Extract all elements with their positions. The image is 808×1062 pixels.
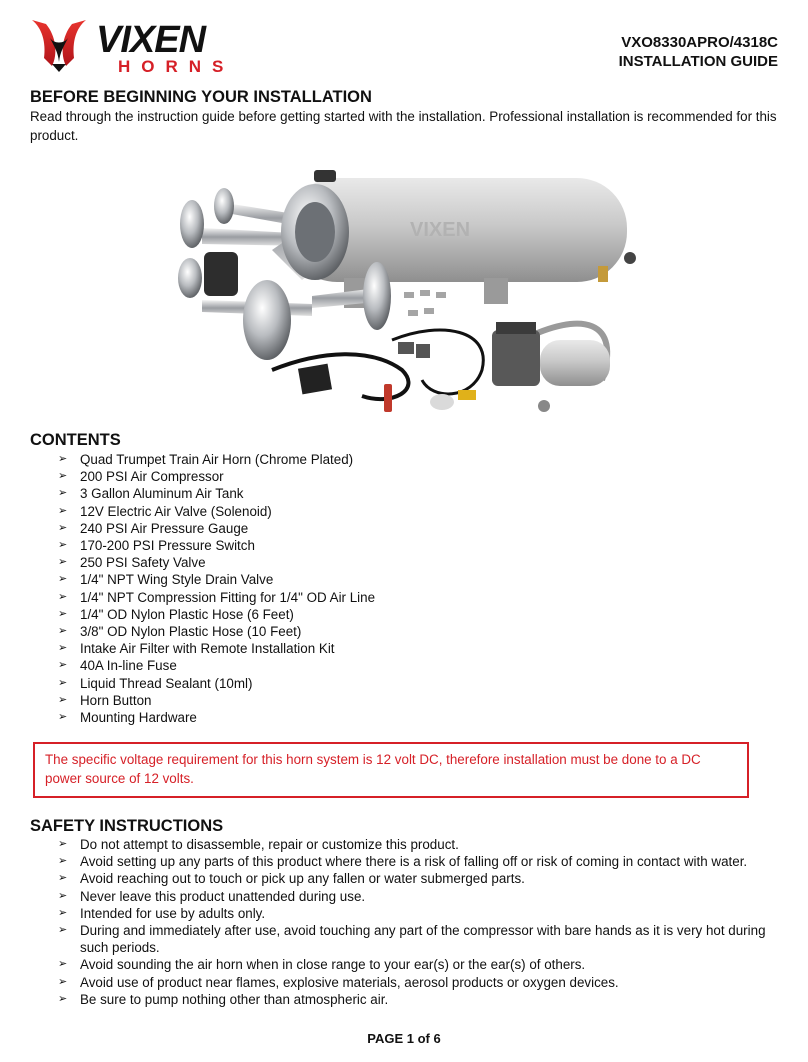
arrowhead-bullet-icon: ➢ xyxy=(58,642,68,655)
list-item-text: 40A In-line Fuse xyxy=(80,658,177,674)
arrowhead-bullet-icon: ➢ xyxy=(58,453,68,465)
list-item-text: 1/4" OD Nylon Plastic Hose (6 Feet) xyxy=(80,606,294,622)
page-number: PAGE 1 of 6 xyxy=(367,1031,441,1046)
list-item xyxy=(58,888,783,905)
list-item-text: 250 PSI Safety Valve xyxy=(80,555,206,571)
list-item-text: Do not attempt to disassemble, repair or customize this product. xyxy=(80,837,459,852)
list-item-text: 3 Gallon Aluminum Air Tank xyxy=(80,486,244,502)
safety-heading: SAFETY INSTRUCTIONS xyxy=(30,817,224,835)
arrowhead-bullet-icon: ➢ xyxy=(58,855,68,868)
list-item-text: Liquid Thread Sealant (10ml) xyxy=(80,675,253,691)
arrowhead-bullet-icon: ➢ xyxy=(58,975,68,988)
list-item xyxy=(58,485,375,502)
vixen-horns-logo xyxy=(28,14,244,76)
arrowhead-bullet-icon: ➢ xyxy=(58,906,68,919)
list-item xyxy=(58,468,375,485)
list-item-text: Mounting Hardware xyxy=(80,710,197,726)
list-item-text: Avoid setting up any parts of this product where there is a risk of falling off or risk of coming in contact with water. xyxy=(80,854,748,870)
list-item xyxy=(58,991,783,1008)
tank-brand-text: VIXEN xyxy=(410,219,471,241)
arrowhead-bullet-icon: ➢ xyxy=(58,693,68,706)
list-item xyxy=(58,537,375,554)
list-item-text: 3/8" OD Nylon Plastic Hose (10 Feet) xyxy=(80,624,302,640)
list-item-text: Avoid reaching out to touch or pick up any fallen or water submerged parts. xyxy=(80,871,525,887)
list-item xyxy=(58,905,783,922)
list-item-text: 12V Electric Air Valve (Solenoid) xyxy=(80,503,272,519)
list-item xyxy=(58,451,375,468)
list-item xyxy=(58,554,375,571)
arrowhead-bullet-icon: ➢ xyxy=(58,470,68,483)
document-title: INSTALLATION GUIDE xyxy=(618,53,778,70)
product-photo xyxy=(162,170,652,416)
arrowhead-bullet-icon: ➢ xyxy=(58,838,68,850)
list-item-text: During and immediately after use, avoid touching any part of the compressor with bare hands as it is very hot during such periods. xyxy=(80,923,766,956)
list-item xyxy=(58,503,375,520)
fox-emblem-icon xyxy=(32,20,86,72)
safety-list xyxy=(58,836,783,1008)
voltage-warning-text: The specific voltage requirement for this horn system is 12 volt DC, therefore installation must be done to a DC power source of 12 volts. xyxy=(45,752,701,786)
list-item xyxy=(58,709,375,726)
list-item xyxy=(58,922,783,956)
arrowhead-bullet-icon: ➢ xyxy=(58,504,68,517)
list-item-text: Intended for use by adults only. xyxy=(80,905,266,921)
logo-subwordmark: HORNS xyxy=(118,57,235,76)
arrowhead-bullet-icon: ➢ xyxy=(58,889,68,902)
document-code: VXO8330APRO/4318C xyxy=(621,34,778,51)
arrowhead-bullet-icon: ➢ xyxy=(58,711,68,724)
list-item-text: 1/4" NPT Wing Style Drain Valve xyxy=(80,572,274,588)
arrowhead-bullet-icon: ➢ xyxy=(58,924,68,937)
voltage-warning-box xyxy=(33,742,749,798)
list-item xyxy=(58,640,375,657)
list-item xyxy=(58,520,375,537)
list-item xyxy=(58,853,783,870)
document-id xyxy=(619,33,778,71)
logo-wordmark: VIXEN xyxy=(96,19,206,61)
list-item-text: Avoid use of product near flames, explosive materials, aerosol products or oxygen devices. xyxy=(80,974,619,990)
list-item xyxy=(58,974,783,991)
arrowhead-bullet-icon: ➢ xyxy=(58,539,68,552)
arrowhead-bullet-icon: ➢ xyxy=(58,625,68,638)
arrowhead-bullet-icon: ➢ xyxy=(58,992,68,1005)
list-item-text: Horn Button xyxy=(80,692,152,708)
list-item-text: Never leave this product unattended during use. xyxy=(80,888,366,904)
contents-list xyxy=(58,451,375,726)
list-item-text: Avoid sounding the air horn when in close range to your ear(s) or the ear(s) of others. xyxy=(80,957,586,973)
list-item xyxy=(58,623,375,640)
list-item-text: 240 PSI Air Pressure Gauge xyxy=(80,520,249,536)
list-item-text: Quad Trumpet Train Air Horn (Chrome Plated) xyxy=(80,452,354,467)
list-item xyxy=(58,571,375,588)
arrowhead-bullet-icon: ➢ xyxy=(58,676,68,689)
list-item-text: Intake Air Filter with Remote Installation Kit xyxy=(80,641,335,657)
arrowhead-bullet-icon: ➢ xyxy=(58,607,68,620)
list-item xyxy=(58,956,783,973)
air-compressor xyxy=(492,322,610,412)
arrowhead-bullet-icon: ➢ xyxy=(58,872,68,885)
arrowhead-bullet-icon: ➢ xyxy=(58,556,68,569)
arrowhead-bullet-icon: ➢ xyxy=(58,958,68,971)
list-item xyxy=(58,657,375,674)
contents-heading: CONTENTS xyxy=(30,431,121,449)
arrowhead-bullet-icon: ➢ xyxy=(58,487,68,500)
list-item-text: 170-200 PSI Pressure Switch xyxy=(80,538,255,554)
arrowhead-bullet-icon: ➢ xyxy=(58,573,68,586)
list-item xyxy=(58,870,783,887)
arrowhead-bullet-icon: ➢ xyxy=(58,659,68,672)
arrowhead-bullet-icon: ➢ xyxy=(58,521,68,534)
arrowhead-bullet-icon: ➢ xyxy=(58,590,68,603)
list-item-text: Be sure to pump nothing other than atmospheric air. xyxy=(80,991,389,1007)
list-item xyxy=(58,692,375,709)
list-item xyxy=(58,836,783,853)
list-item xyxy=(58,606,375,623)
list-item-text: 1/4" NPT Compression Fitting for 1/4" OD Air Line xyxy=(80,589,376,605)
intro-heading: BEFORE BEGINNING YOUR INSTALLATION xyxy=(30,88,372,106)
list-item xyxy=(58,675,375,692)
intro-text: Read through the instruction guide before getting started with the installation. Professional installation is recommended for this product. xyxy=(30,109,777,143)
list-item-text: 200 PSI Air Compressor xyxy=(80,469,224,485)
list-item xyxy=(58,589,375,606)
